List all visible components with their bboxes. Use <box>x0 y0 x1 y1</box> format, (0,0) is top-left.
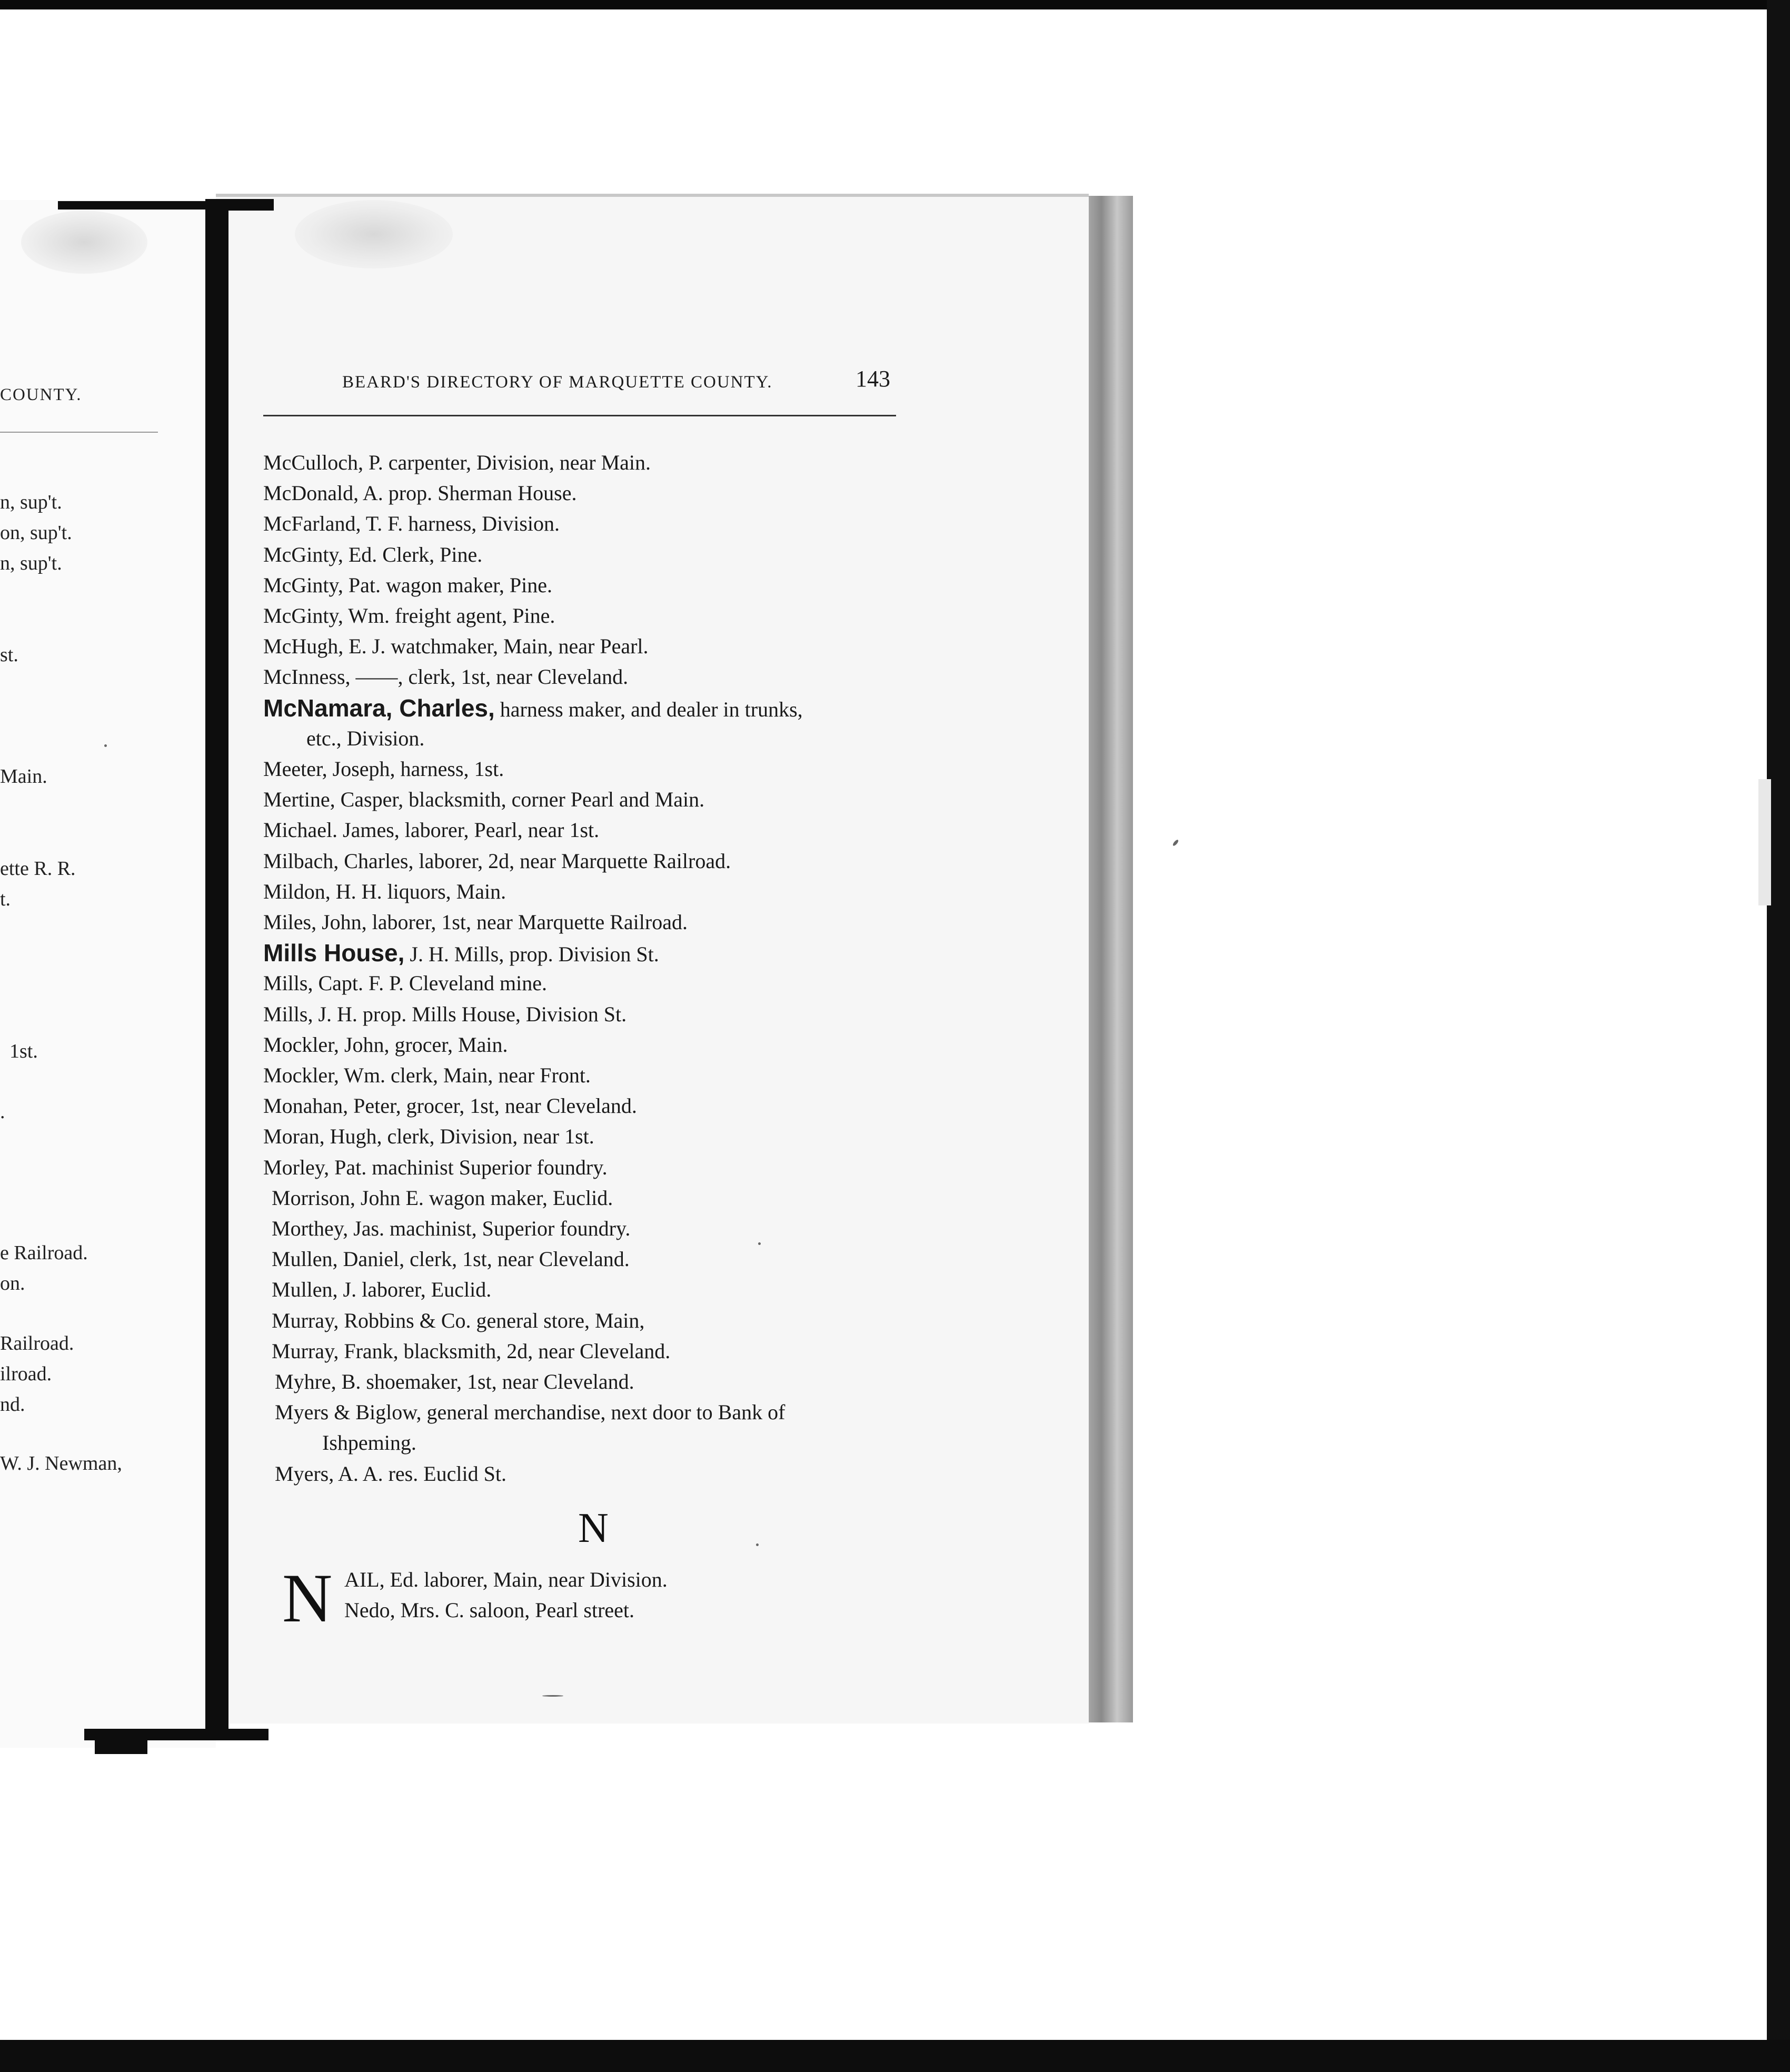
entry-text: Mockler, Wm. clerk, Main, near Front. <box>263 1063 591 1087</box>
directory-entry <box>263 968 547 999</box>
entry-text: etc., Division. <box>306 726 425 750</box>
scan-speck <box>756 1543 759 1546</box>
left-line: Main. <box>0 765 47 788</box>
left-line: W. J. Newman, <box>0 1452 122 1475</box>
directory-entry <box>263 938 659 970</box>
directory-entry <box>263 540 482 570</box>
directory-entry <box>263 509 560 539</box>
scan-speck <box>1172 839 1179 847</box>
scan-speck <box>542 1695 563 1697</box>
entry-text: McGinty, Ed. Clerk, Pine. <box>263 542 483 566</box>
entry-text: McGinty, Wm. freight agent, Pine. <box>263 604 555 627</box>
entry-name-bold: Mills House, <box>263 939 405 967</box>
directory-entry <box>263 693 803 725</box>
page-shadow <box>21 211 147 274</box>
directory-entry <box>275 1459 506 1489</box>
directory-entry <box>263 1121 594 1152</box>
left-line: on, sup't. <box>0 522 72 544</box>
directory-entry <box>275 1367 634 1397</box>
entry-text: Morrison, John E. wagon maker, Euclid. <box>272 1186 613 1210</box>
scan-border-bottom <box>0 2040 1790 2072</box>
binding-clip-bottom <box>95 1739 147 1754</box>
binding-clip <box>205 211 228 1737</box>
left-header-rule <box>0 432 158 433</box>
directory-entry <box>263 570 552 601</box>
page-number: 143 <box>856 366 890 392</box>
entry-text: Mertine, Casper, blacksmith, corner Pearl and Main. <box>263 788 705 812</box>
scan-border-top <box>0 0 1790 9</box>
directory-entry <box>263 999 626 1030</box>
entry-name-bold: McNamara, Charles, <box>263 694 495 722</box>
entry-text: Michael. James, laborer, Pearl, near 1st. <box>263 818 600 842</box>
section-letter: N <box>578 1505 609 1551</box>
directory-entry <box>263 447 651 478</box>
entry-text: Miles, John, laborer, 1st, near Marquette Railroad. <box>263 910 688 934</box>
directory-entry <box>263 601 555 631</box>
directory-entry <box>263 478 576 509</box>
entry-text: Meeter, Joseph, harness, 1st. <box>263 757 504 781</box>
scan-edge-artifact <box>1758 779 1771 905</box>
directory-entry <box>263 846 731 876</box>
entry-text: Ishpeming. <box>322 1431 416 1455</box>
entry-text: McCulloch, P. carpenter, Division, near Main. <box>263 451 651 474</box>
entry-text: Mockler, John, grocer, Main. <box>263 1032 508 1057</box>
entry-text: Mills, J. H. prop. Mills House, Division St. <box>263 1002 627 1026</box>
entry-text: Mullen, J. laborer, Euclid. <box>272 1278 492 1302</box>
directory-entry <box>263 631 649 662</box>
directory-entry <box>272 1213 630 1244</box>
directory-entry <box>322 1428 416 1458</box>
entry-text: Mills, Capt. F. P. Cleveland mine. <box>263 971 548 995</box>
left-line: e Railroad. <box>0 1242 88 1264</box>
left-line: t. <box>0 888 11 910</box>
directory-entry: Nedo, Mrs. C. saloon, Pearl street. <box>344 1598 635 1622</box>
left-page-fragment <box>0 200 216 1748</box>
entry-text: harness maker, and dealer in trunks, <box>494 697 803 721</box>
running-head: BEARD'S DIRECTORY OF MARQUETTE COUNTY. <box>342 373 773 392</box>
left-line: nd. <box>0 1393 25 1416</box>
scan-speck <box>104 744 107 747</box>
entry-text: McInness, ——, clerk, 1st, near Cleveland. <box>263 665 629 689</box>
directory-entry <box>272 1336 670 1367</box>
directory-entry <box>272 1183 613 1213</box>
directory-entry <box>275 1397 785 1428</box>
entry-text: McFarland, T. F. harness, Division. <box>263 512 560 536</box>
entry-text: Morley, Pat. machinist Superior foundry. <box>263 1155 608 1179</box>
directory-entry <box>263 1152 608 1183</box>
entry-text: Morthey, Jas. machinist, Superior foundry. <box>272 1217 631 1240</box>
entry-text: Myers & Biglow, general merchandise, next door to Bank of <box>275 1400 785 1424</box>
left-line: st. <box>0 644 18 666</box>
entry-text: Myers, A. A. res. Euclid St. <box>275 1461 506 1486</box>
directory-entry <box>263 1091 637 1121</box>
directory-entry: AIL, Ed. laborer, Main, near Division. <box>344 1568 668 1591</box>
left-line: 1st. <box>9 1040 38 1062</box>
entry-text: Mullen, Daniel, clerk, 1st, near Cleveland. <box>272 1247 630 1271</box>
left-running-head: COUNTY. <box>0 385 82 404</box>
directory-entry <box>263 754 504 784</box>
directory-entry <box>263 876 506 907</box>
entry-text: Monahan, Peter, grocer, 1st, near Cleveland. <box>263 1094 637 1118</box>
entry-text: Milbach, Charles, laborer, 2d, near Marquette Railroad. <box>263 849 731 873</box>
directory-entry <box>263 1060 591 1091</box>
directory-entry <box>263 815 599 845</box>
directory-entry <box>263 662 628 692</box>
directory-entry <box>263 784 704 815</box>
directory-entry <box>306 723 424 754</box>
directory-entry <box>263 1030 508 1060</box>
entry-text: Moran, Hugh, clerk, Division, near 1st. <box>263 1124 594 1149</box>
directory-entry <box>272 1274 491 1305</box>
entry-text: Murray, Frank, blacksmith, 2d, near Cleveland. <box>272 1339 671 1363</box>
header-rule <box>263 415 896 416</box>
left-line: on. <box>0 1272 25 1294</box>
entry-text: McHugh, E. J. watchmaker, Main, near Pearl. <box>263 634 649 659</box>
entry-text: McGinty, Pat. wagon maker, Pine. <box>263 573 553 597</box>
entry-text: McDonald, A. prop. Sherman House. <box>263 481 577 505</box>
binding-clip-top <box>205 199 274 211</box>
left-line: n, sup't. <box>0 491 62 513</box>
binding-clip-bottom <box>84 1729 268 1740</box>
drop-cap: N <box>282 1559 333 1637</box>
scan-border-right <box>1767 0 1790 2072</box>
left-line: ilroad. <box>0 1363 52 1385</box>
left-line: Railroad. <box>0 1332 74 1354</box>
left-line: n, sup't. <box>0 552 62 574</box>
entry-text: Murray, Robbins & Co. general store, Main, <box>272 1308 645 1332</box>
left-line: ette R. R. <box>0 858 76 880</box>
entry-text: J. H. Mills, prop. Division St. <box>404 942 659 967</box>
entry-text: Mildon, H. H. liquors, Main. <box>263 879 506 903</box>
directory-entry <box>272 1244 630 1274</box>
directory-entry <box>272 1306 644 1336</box>
entry-text: Myhre, B. shoemaker, 1st, near Cleveland. <box>275 1370 634 1393</box>
left-line: . <box>0 1101 5 1123</box>
page-shadow <box>295 200 453 268</box>
directory-entry <box>263 907 688 938</box>
scan-speck <box>758 1242 761 1245</box>
